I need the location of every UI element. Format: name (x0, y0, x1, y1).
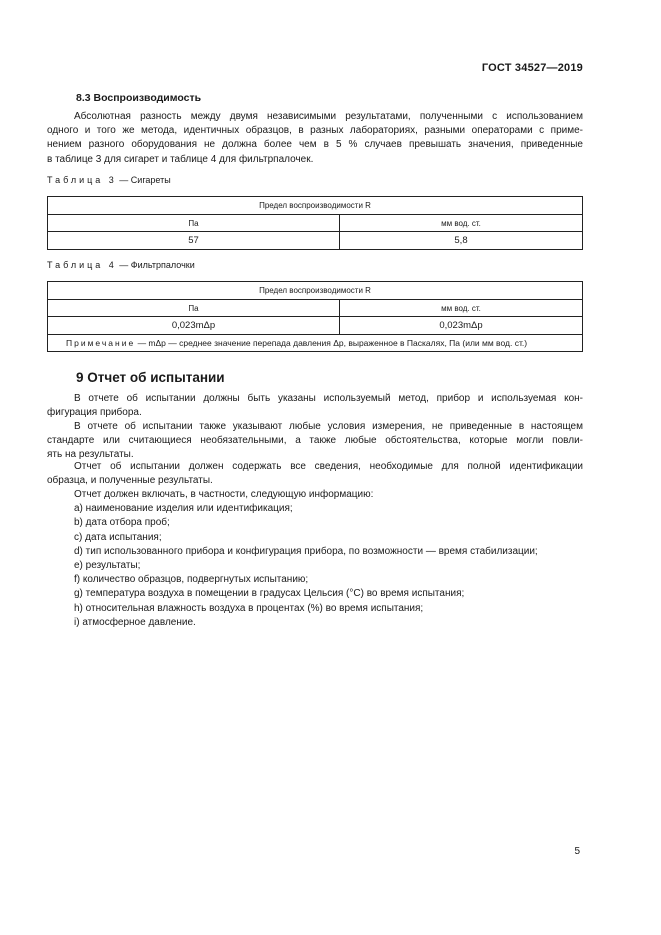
list-item: h) относительная влажность воздуха в процентах (%) во время испытания; (74, 602, 424, 614)
paragraph-line: в таблице 3 для сигарет и таблице 4 для фильтрпалочек. (47, 153, 314, 165)
section-9-paragraph-2 (47, 420, 583, 463)
paragraph-line: ять на результаты. (47, 449, 134, 461)
paragraph-line: нением разного оборудования не должна более чем в 5 % случаев превышать значения, приведенные (47, 139, 583, 151)
list-intro: Отчет должен включать, в частности, следующую информацию: (74, 489, 374, 500)
table-4-col-pa: Па (48, 300, 340, 317)
table-3-col-mm: мм вод. ст. (340, 215, 583, 232)
note-text: — mΔp — среднее значение перепада давления Δp, выраженное в Паскалях, Па (или мм вод. ст.) (135, 338, 528, 348)
section-9-title: 9 Отчет об испытании (76, 370, 225, 385)
section-8-3-paragraph (47, 110, 583, 167)
table-4-header: Предел воспроизводимости R (48, 282, 583, 300)
report-items-list (74, 488, 538, 630)
section-8-3-title: 8.3 Воспроизводимость (76, 92, 202, 104)
page-number: 5 (574, 846, 580, 857)
table-4-note (48, 335, 583, 352)
table-3-caption (47, 175, 171, 185)
table-3-col-pa: Па (48, 215, 340, 232)
table-4-caption (47, 260, 195, 270)
table-4 (47, 281, 583, 352)
table-4-col-mm: мм вод. ст. (340, 300, 583, 317)
list-item: i) атмосферное давление. (74, 616, 196, 628)
table-3-caption-prefix: Таблица 3 (47, 175, 117, 185)
paragraph-line: одного и того же метода, идентичных образцов, в разных лабораториях, разными операторами с приме- (47, 125, 583, 137)
table-3-value-pa: 57 (48, 232, 340, 250)
table-4-caption-prefix: Таблица 4 (47, 260, 117, 270)
paragraph-line: стандарте или считающиеся необязательными, а также любые обстоятельства, которые могли повли- (47, 435, 583, 447)
table-4-caption-text: — Фильтрпалочки (116, 260, 195, 270)
table-4-value-mm: 0,023mΔp (340, 317, 583, 335)
paragraph-line: Абсолютная разность между двумя независимыми результатами, полученными с использованием (74, 111, 583, 122)
list-item: a) наименование изделия или идентификация; (74, 503, 293, 515)
table-4-value-pa: 0,023mΔp (48, 317, 340, 335)
list-item: d) тип использованного прибора и конфигурация прибора, по возможности — время стабилизации; (74, 545, 538, 557)
paragraph-line: В отчете об испытании также указывают любые условия измерения, не приведенные в настоящем (74, 421, 583, 432)
list-item: f) количество образцов, подвергнутых испытанию; (74, 574, 309, 586)
list-item: b) дата отбора проб; (74, 517, 170, 529)
table-3-caption-text: — Сигареты (116, 175, 171, 185)
standard-code: ГОСТ 34527—2019 (481, 62, 583, 74)
table-3 (47, 196, 583, 250)
list-item: e) результаты; (74, 560, 141, 572)
paragraph-line: фигурация прибора. (47, 407, 142, 419)
section-9-paragraph-3 (47, 460, 583, 488)
table-3-header: Предел воспроизводимости R (48, 197, 583, 215)
table-3-value-mm: 5,8 (340, 232, 583, 250)
paragraph-line: образца, и полученные результаты. (47, 475, 213, 487)
paragraph-line: В отчете об испытании должны быть указаны используемый метод, прибор и используемая кон- (74, 393, 583, 404)
section-9-paragraph-1 (47, 392, 583, 420)
paragraph-line: Отчет об испытании должен содержать все сведения, необходимые для полной идентификации (74, 461, 583, 472)
list-item: g) температура воздуха в помещении в градусах Цельсия (°C) во время испытания; (74, 588, 465, 600)
note-prefix: Примечание (66, 338, 136, 348)
list-item: c) дата испытания; (74, 531, 162, 543)
